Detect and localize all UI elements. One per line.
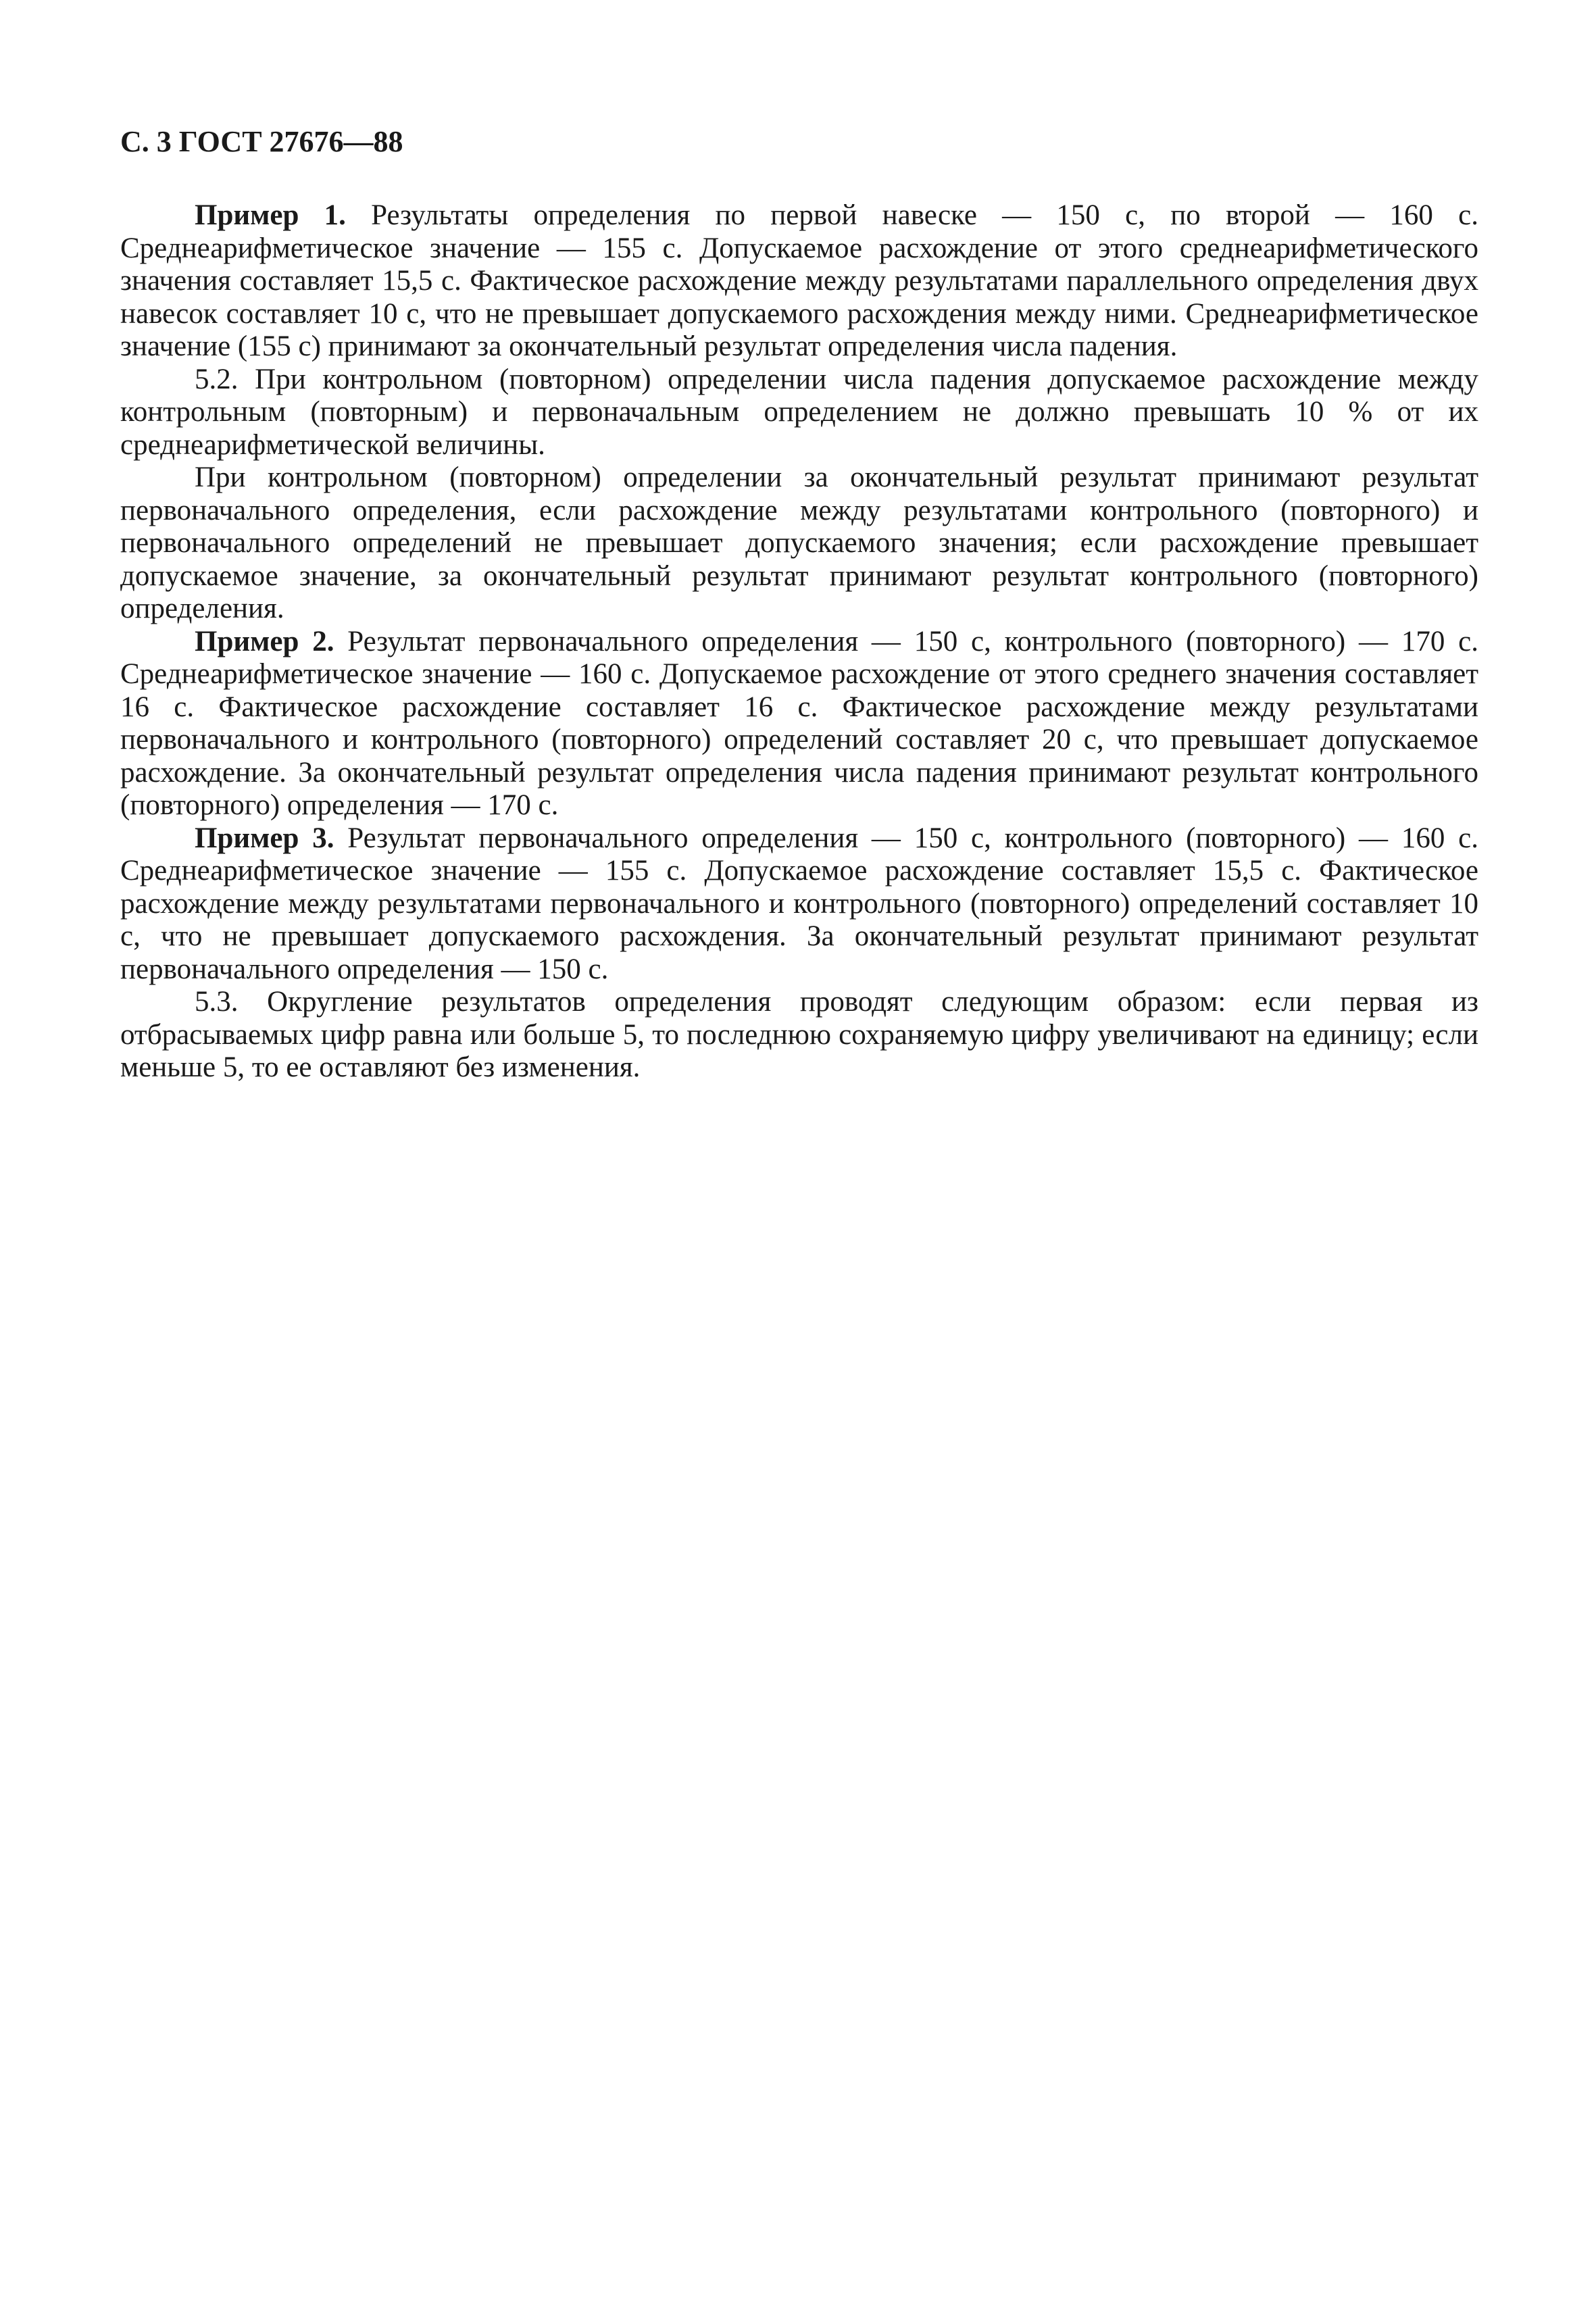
- example-label: Пример 1.: [195, 199, 346, 231]
- example-label: Пример 2.: [195, 625, 334, 657]
- paragraph-text: При контрольном (повторном) определении за окончательный результат принимают результат первоначального определения, если расхождение между результатами контрольного (повторного) и первоначального определений не превышает допускаемого значения; если расхождение превышает допускаемое значение, за окончательный результат принимают результат контрольного (повторного) определения.: [120, 462, 1478, 624]
- paragraph-text: 5.2. При контрольном (повторном) определении числа падения допускаемое расхождение между контрольным (повторным) и первоначальным определением не должно превышать 10 % от их среднеарифметической величины.: [120, 363, 1478, 461]
- example-label: Пример 3.: [195, 822, 334, 854]
- clause-5-2-paragraph: [120, 364, 1478, 462]
- example-3-paragraph: [120, 822, 1478, 987]
- document-body: [120, 199, 1478, 1085]
- paragraph-text: Результаты определения по первой навеске — 150 с, по второй — 160 с. Среднеарифметическое значение — 155 с. Допускаемое расхождение от этого среднеарифметического значения составляет 15,5 с. Фактическое расхождение между результатами параллельного определения двух навесок составляет 10 с, что не превышает допускаемого расхождения между ними. Среднеарифметическое значение (155 с) принимают за окончательный результат определения числа падения.: [120, 199, 1478, 362]
- paragraph-text: Результат первоначального определения — 150 с, контрольного (повторного) — 160 с. Среднеарифметическое значение — 155 с. Допускаемое расхождение составляет 15,5 с. Фактическое расхождение между результатами первоначального и контрольного (повторного) определений составляет 10 с, что не превышает допускаемого расхождения. За окончательный результат принимают результат первоначального определения — 150 с.: [120, 822, 1478, 985]
- example-1-paragraph: [120, 199, 1478, 364]
- paragraph-text: Результат первоначального определения — 150 с, контрольного (повторного) — 170 с. Среднеарифметическое значение — 160 с. Допускаемое расхождение от этого среднего значения составляет 16 с. Фактическое расхождение составляет 16 с. Фактическое расхождение между результатами первоначального и контрольного (повторного) определений составляет 20 с, что превышает допускаемое расхождение. За окончательный результат определения числа падения принимают результат контрольного (повторного) определения — 170 с.: [120, 625, 1478, 821]
- clause-5-3-paragraph: [120, 986, 1478, 1085]
- running-head: С. 3 ГОСТ 27676—88: [120, 125, 403, 158]
- paragraph-text: 5.3. Округление результатов определения проводят следующим образом: если первая из отбрасываемых цифр равна или больше 5, то последнюю сохраняемую цифру увеличивают на единицу; если меньше 5, то ее оставляют без изменения.: [120, 986, 1478, 1083]
- control-determination-paragraph: [120, 462, 1478, 626]
- example-2-paragraph: [120, 626, 1478, 822]
